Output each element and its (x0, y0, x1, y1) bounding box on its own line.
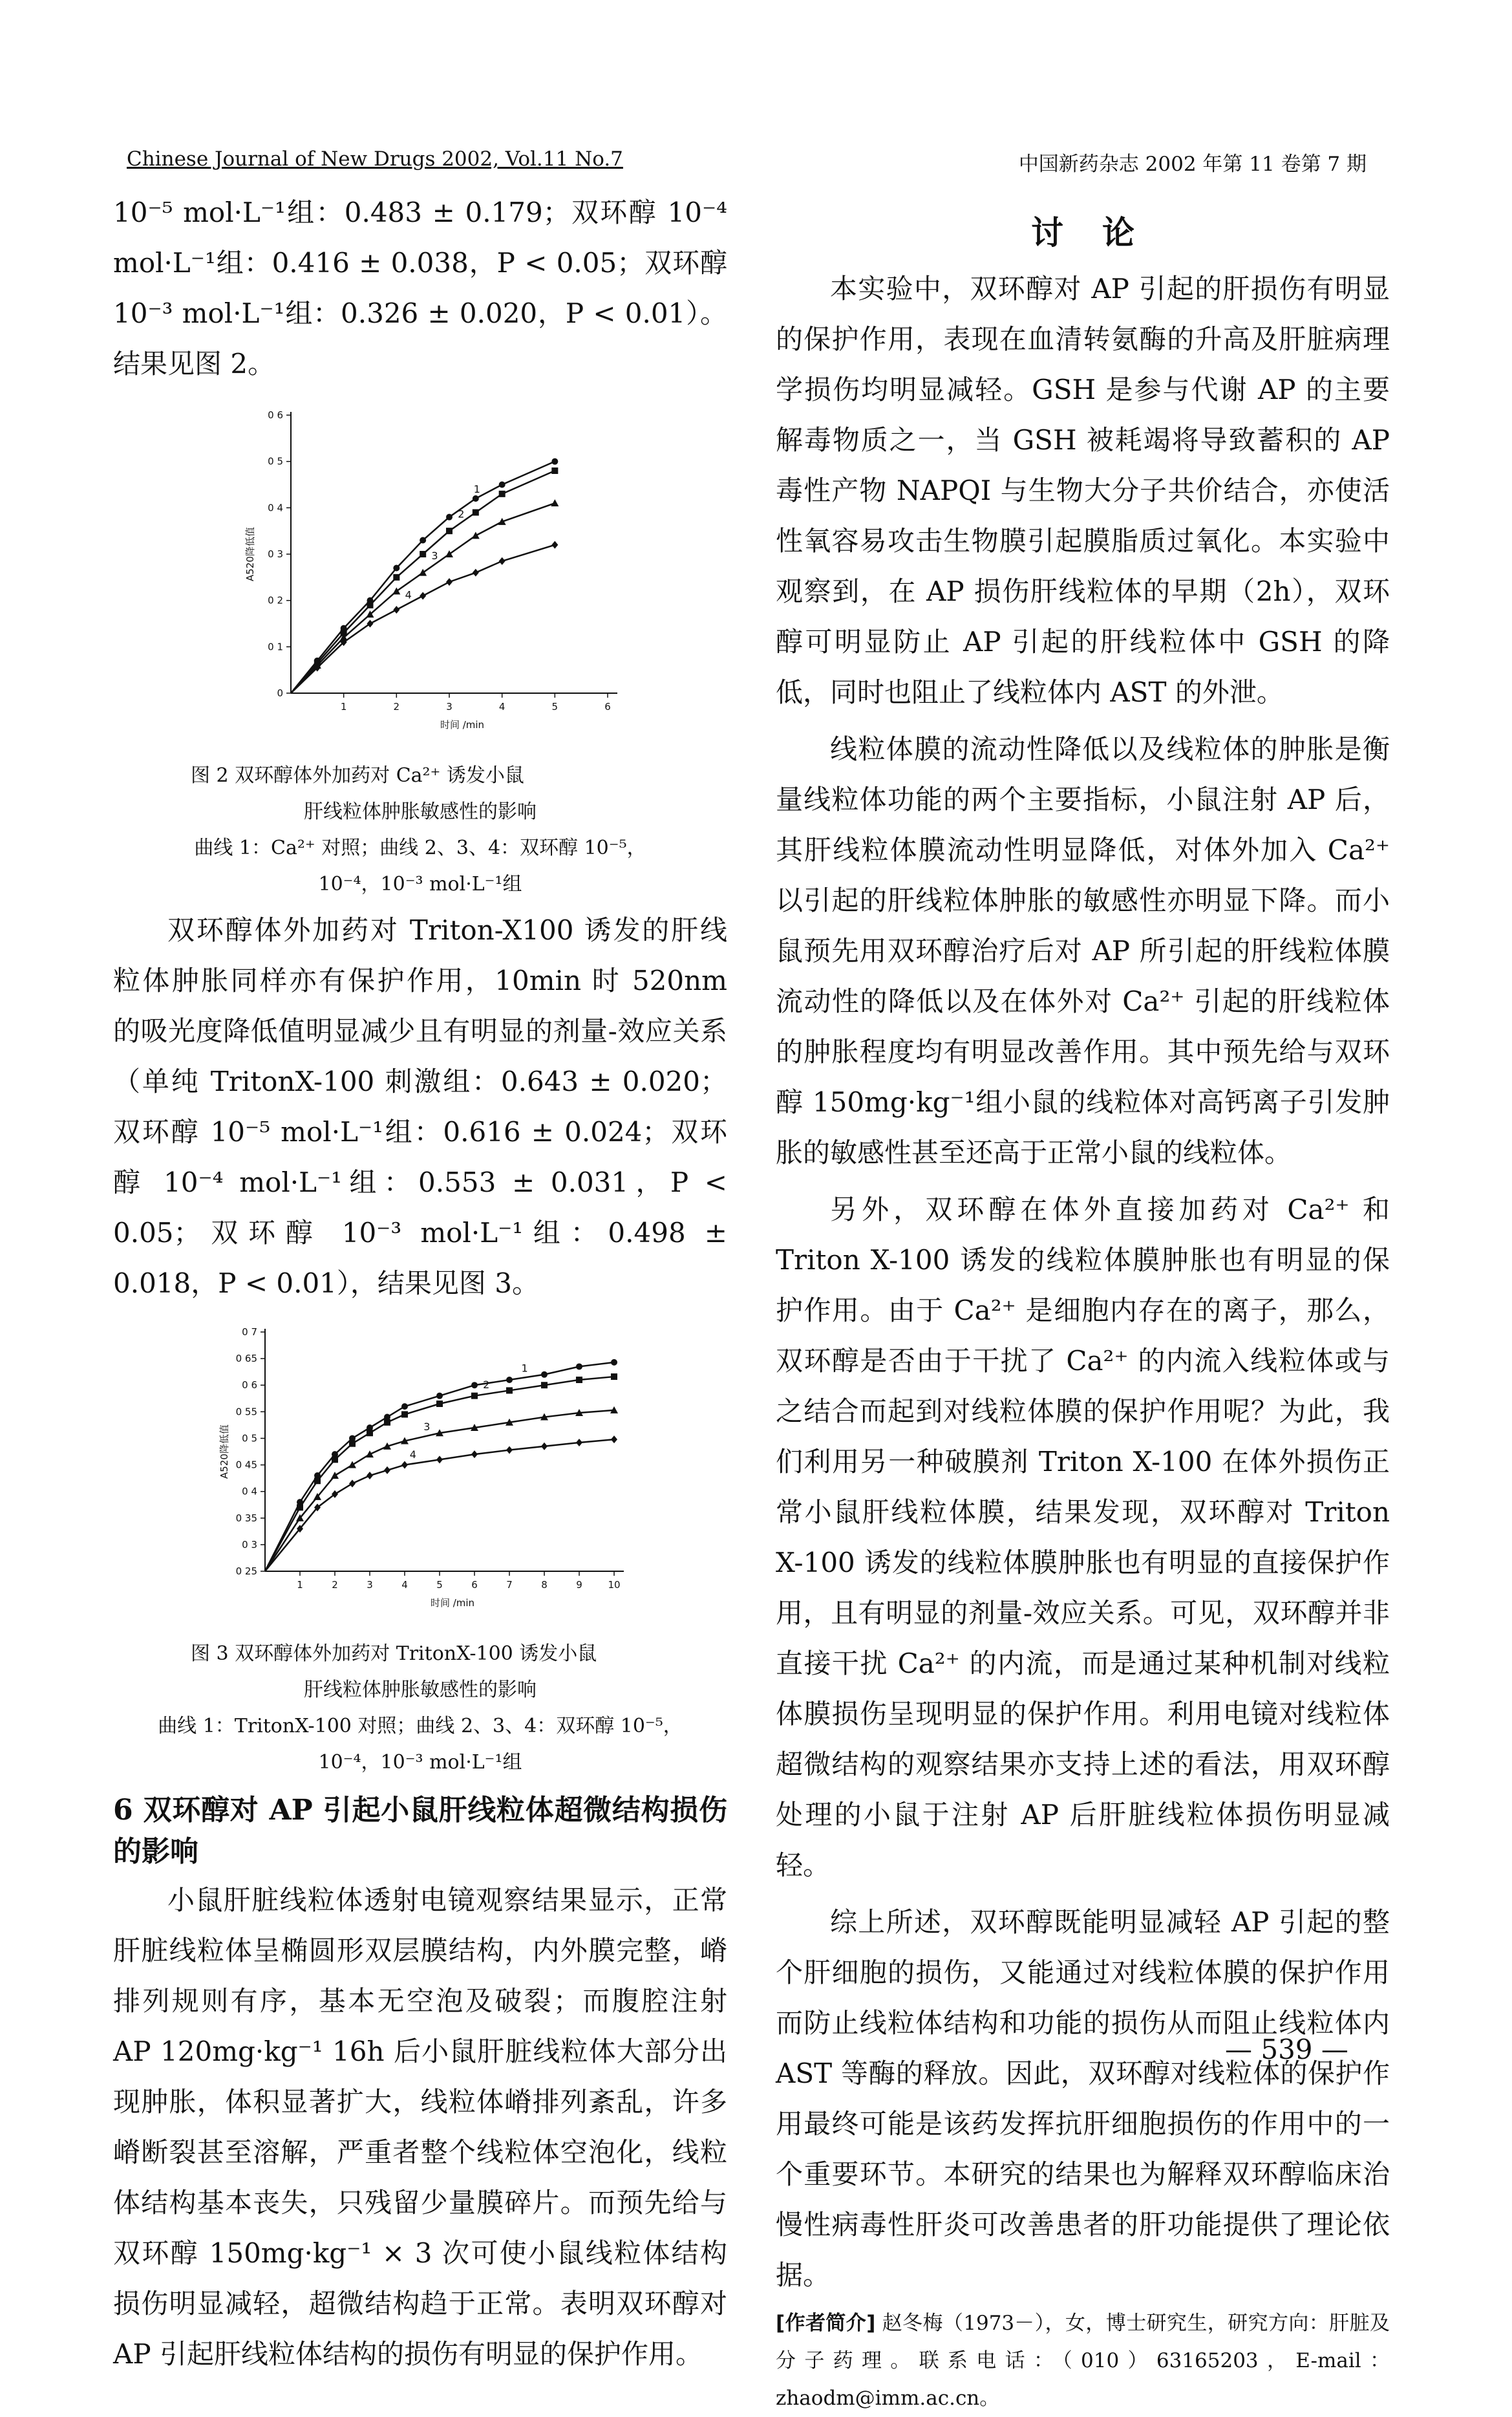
fig2-series-1-point (446, 514, 453, 521)
fig3-series-4-point (576, 1439, 582, 1446)
fig3-series-2-point (367, 1430, 373, 1436)
fig3-series-4-point (611, 1435, 617, 1443)
fig3-x-tick-label: 2 (332, 1579, 338, 1591)
fig2-series-4-point (473, 569, 479, 577)
figure-3 (113, 1313, 727, 1781)
fig2-series-1-point (499, 482, 506, 488)
discussion-paragraph-1: 本实验中，双环醇对 AP 引起的肝损伤有明显的保护作用，表现在血清转氨酶的升高及肝脏病理学损伤均明显减轻。GSH 是参与代谢 AP 的主要解毒物质之一，当 GSH 被耗竭将导致蓄积的 AP 毒性产物 NAPQI 与生物大分子共价结合，亦使活性氧容易攻击生物膜引起膜脂质过氧化。本实验中观察到，在 AP 损伤肝线粒体的早期（2h），双环醇可明显防止 AP 引起的肝线粒体中 GSH 的降低，同时也阻止了线粒体内 AST 的外泄。 (776, 273, 1390, 708)
fig3-series-1-point (401, 1403, 408, 1410)
fig3-series-3-label: 3 (423, 1421, 431, 1434)
figure-2-caption-legend-cont: 10⁻⁴，10⁻³ mol·L⁻¹组 (318, 873, 522, 896)
fig2-series-2-point (420, 551, 426, 557)
fig2-x-tick-label: 5 (551, 701, 559, 713)
fig2-series-3-point (551, 499, 559, 506)
page-number: — 539 — (1225, 2034, 1348, 2065)
fig2-series-4-point (499, 557, 506, 565)
figure-3-caption-title-cont: 肝线粒体肿胀敏感性的影响 (304, 1679, 537, 1701)
fig2-y-tick-label: 0 (277, 687, 283, 699)
fig3-x-tick-label: 5 (436, 1579, 443, 1591)
fig3-series-3-point (366, 1450, 374, 1457)
fig3-series-4-point (541, 1443, 548, 1450)
fig2-x-tick-label: 6 (604, 701, 611, 713)
fig3-series-4-point (506, 1446, 513, 1454)
fig2-series-1-point (551, 458, 558, 465)
fig3-y-tick-label: 0 5 (242, 1432, 257, 1445)
fig2-series-2-point (367, 602, 374, 608)
fig3-series-2-point (541, 1382, 548, 1388)
figure-2-chart (207, 396, 634, 758)
fig3-x-tick-label: 8 (541, 1579, 548, 1591)
fig3-series-4-label: 4 (409, 1448, 416, 1461)
fig3-y-tick-label: 0 4 (242, 1485, 257, 1498)
fig3-y-tick-label: 0 55 (235, 1406, 257, 1418)
fig3-series-4-point (436, 1456, 443, 1463)
fig2-series-2-label: 2 (458, 508, 465, 521)
figure-2-caption-legend: 曲线 1：Ca²⁺ 对照；曲线 2、3、4：双环醇 10⁻⁵， (194, 837, 646, 859)
fig3-series-1-point (436, 1393, 443, 1399)
fig2-series-1-point (473, 495, 479, 502)
fig3-series-1-point (506, 1377, 513, 1383)
fig2-series-2-point (446, 528, 453, 534)
fig2-y-tick-label: 0 1 (268, 641, 283, 653)
fig3-series-1-point (541, 1371, 548, 1378)
fig2-x-tick-label: 4 (498, 701, 506, 713)
fig3-y-tick-label: 0 6 (242, 1379, 257, 1391)
fig2-x-tick-label: 3 (446, 701, 453, 713)
fig3-series-3-point (348, 1461, 356, 1468)
discussion-paragraph-2: 线粒体膜的流动性降低以及线粒体的肿胀是衡量线粒体功能的两个主要指标，小鼠注射 AP 后，其肝线粒体膜流动性明显降低，对体外加入 Ca²⁺ 以引起的肝线粒体肿胀的敏感性亦明显下降。而小鼠预先用双环醇治疗后对 AP 所引起的肝线粒体膜流动性的降低以及在体外对 Ca²⁺ 引起的肝线粒体的肿胀程度均有明显改善作用。其中预先给与双环醇 150mg·kg⁻¹组小鼠的线粒体对高钙离子引发肿胀的敏感性甚至还高于正常小鼠的线粒体。 (776, 733, 1390, 1168)
fig2-series-2-point (551, 467, 558, 474)
author-note-label: [作者简介] (776, 2312, 876, 2335)
fig3-y-tick-label: 0 65 (235, 1353, 257, 1365)
fig3-series-2-point (506, 1387, 513, 1393)
fig3-series-2-point (436, 1401, 443, 1407)
figure-3-caption-legend: 曲线 1：TritonX-100 对照；曲线 2、3、4：双环醇 10⁻⁵， (158, 1715, 683, 1737)
journal-header-english: Chinese Journal of New Drugs 2002, Vol.11 No.7 (127, 147, 623, 171)
fig3-y-axis-label: A520降低值 (218, 1424, 230, 1479)
results-paragraph-continued: 10⁻⁵ mol·L⁻¹组：0.483 ± 0.179；双环醇 10⁻⁴ mol·L⁻¹组：0.416 ± 0.038，P < 0.05；双环醇 10⁻³ mol·L⁻¹组：0.326 ± 0.020，P < 0.01）。结果见图 2。 (113, 197, 727, 380)
fig2-series-1-label: 1 (473, 483, 480, 495)
fig3-series-4-point (471, 1450, 478, 1458)
fig2-series-2-point (499, 491, 506, 497)
fig3-series-2-point (611, 1373, 617, 1380)
fig3-x-tick-label: 9 (576, 1579, 582, 1591)
fig2-y-tick-label: 0 5 (268, 455, 283, 467)
fig2-series-2-line (291, 471, 555, 693)
journal-header-chinese: 中国新药杂志 2002 年第 11 卷第 7 期 (1018, 153, 1367, 176)
fig2-y-tick-label: 0 2 (268, 594, 283, 607)
fig2-series-3-label: 3 (431, 550, 438, 563)
fig3-x-tick-label: 10 (608, 1579, 621, 1591)
fig2-series-2-point (393, 574, 399, 581)
fig3-series-1-point (611, 1359, 617, 1366)
fig3-series-4-point (401, 1461, 408, 1469)
discussion-heading: 讨论 (1031, 213, 1173, 252)
fig3-y-tick-label: 0 35 (235, 1512, 257, 1524)
fig2-series-1-point (420, 537, 426, 544)
fig3-series-2-point (401, 1411, 408, 1417)
fig2-x-tick-label: 1 (340, 701, 347, 713)
triton-results-paragraph: 双环醇体外加药对 Triton-X100 诱发的肝线粒体肿胀同样亦有保护作用，10min 时 520nm 的吸光度降低值明显减少且有明显的剂量-效应关系（单纯 TritonX-100 刺激组：0.643 ± 0.020；双环醇 10⁻⁵ mol·L⁻¹组：0.616 ± 0.024；双环醇 10⁻⁴ mol·L⁻¹组：0.553 ± 0.031，P < 0.05；双环醇 10⁻³ mol·L⁻¹组：0.498 ± 0.018，P < 0.01），结果见图 3。 (113, 914, 727, 1299)
fig3-x-tick-label: 7 (506, 1579, 513, 1591)
fig2-series-4-line (291, 545, 555, 693)
fig3-series-2-label: 2 (483, 1379, 490, 1391)
fig3-series-2-point (576, 1377, 582, 1383)
fig3-x-tick-label: 4 (401, 1579, 408, 1591)
fig3-x-tick-label: 6 (471, 1579, 478, 1591)
fig2-series-4-point (393, 606, 399, 614)
fig3-series-1-point (576, 1363, 582, 1370)
fig2-series-4-label: 4 (405, 588, 412, 601)
fig3-y-tick-label: 0 3 (242, 1538, 257, 1551)
ultrastructure-paragraph: 小鼠肝脏线粒体透射电镜观察结果显示，正常肝脏线粒体呈椭圆形双层膜结构，内外膜完整，嵴排列规则有序，基本无空泡及破裂；而腹腔注射 AP 120mg·kg⁻¹ 16h 后小鼠肝脏线粒体大部分出现肿胀，体积显著扩大，线粒体嵴排列紊乱，许多嵴断裂甚至溶解，严重者整个线粒体空泡化，线粒体结构基本丧失，只残留少量膜碎片。而预先给与双环醇 150mg·kg⁻¹ × 3 次可使小鼠线粒体结构损伤明显减轻，超微结构趋于正常。表明双环醇对 AP 引起肝线粒体结构的损伤有明显的保护作用。 (113, 1884, 727, 2370)
fig3-series-2-point (349, 1441, 356, 1447)
fig3-x-tick-label: 1 (297, 1579, 303, 1591)
fig3-series-2-point (471, 1393, 478, 1399)
fig2-series-4-point (367, 620, 374, 628)
fig3-series-2-point (314, 1477, 321, 1484)
fig3-series-2-point (297, 1504, 303, 1510)
discussion-paragraph-4: 综上所述，双环醇既能明显减轻 AP 引起的整个肝细胞的损伤，又能通过对线粒体膜的保护作用而防止线粒体结构和功能的损伤从而阻止线粒体内 AST 等酶的释放。因此，双环醇对线粒体的保护作用最终可能是该药发挥抗肝细胞损伤的作用中的一个重要环节。本研究的结果也为解释双环醇临床治慢性病毒性肝炎可改善患者的肝功能提供了理论依据。 (776, 1906, 1390, 2291)
fig3-x-axis-label: 时间 /min (430, 1597, 475, 1609)
fig2-series-4-point (446, 578, 453, 586)
fig2-y-axis-label: A520降低值 (244, 527, 256, 581)
fig2-series-2-point (473, 510, 479, 516)
fig2-y-tick-label: 0 3 (268, 548, 283, 560)
fig3-series-2-point (332, 1456, 338, 1463)
section-6-heading: 6 双环醇对 AP 引起小鼠肝线粒体超微结构损伤的影响 (113, 1794, 727, 1868)
fig3-y-tick-label: 0 7 (242, 1326, 257, 1338)
left-column (113, 188, 727, 2379)
figure-3-chart (187, 1313, 653, 1636)
author-note (776, 2304, 1390, 2417)
fig3-y-tick-label: 0 45 (235, 1459, 257, 1471)
fig3-x-tick-label: 3 (367, 1579, 373, 1591)
figure-3-caption-legend-cont: 10⁻⁴，10⁻³ mol·L⁻¹组 (318, 1751, 522, 1774)
fig3-y-tick-label: 0 25 (235, 1565, 257, 1577)
figure-2-caption-title: 图 2 双环醇体外加药对 Ca²⁺ 诱发小鼠 (191, 764, 524, 787)
fig3-series-4-point (384, 1466, 390, 1474)
fig2-series-4-point (551, 541, 558, 549)
fig2-y-tick-label: 0 6 (268, 409, 283, 421)
figure-3-caption-title: 图 3 双环醇体外加药对 TritonX-100 诱发小鼠 (191, 1642, 597, 1665)
fig3-series-2-point (384, 1419, 390, 1426)
fig2-series-3-point (472, 532, 480, 539)
fig3-series-1-label: 1 (521, 1362, 528, 1375)
fig3-series-3-point (331, 1472, 339, 1479)
figure-2-caption-title-cont: 肝线粒体肿胀敏感性的影响 (304, 800, 537, 823)
fig3-series-4-point (349, 1479, 356, 1487)
fig3-series-1-point (471, 1382, 478, 1388)
fig2-series-1-point (393, 565, 399, 572)
figure-2 (113, 396, 727, 903)
fig2-y-tick-label: 0 4 (268, 502, 283, 514)
right-column (776, 188, 1390, 2417)
fig2-x-axis-label: 时间 /min (440, 719, 485, 731)
author-note-text: 赵冬梅（1973－），女，博士研究生，研究方向：肝脏及分子药理。联系电话：（010）63165203，E-mail：zhaodm@imm.ac.cn。 (776, 2312, 1390, 2410)
fig3-series-4-point (367, 1472, 373, 1479)
fig2-x-tick-label: 2 (393, 701, 400, 713)
discussion-paragraph-3: 另外，双环醇在体外直接加药对 Ca²⁺ 和 Triton X-100 诱发的线粒体膜肿胀也有明显的保护作用。由于 Ca²⁺ 是细胞内存在的离子，那么，双环醇是否由于干扰了 Ca²⁺ 的内流入线粒体或与之结合而起到对线粒体膜的保护作用呢？为此，我们利用另一种破膜剂 Triton X-100 在体外损伤正常小鼠肝线粒体膜，结果发现，双环醇对 Triton X-100 诱发的线粒体膜肿胀也有明显的直接保护作用，且有明显的剂量-效应关系。可见，双环醇并非直接干扰 Ca²⁺ 的内流，而是通过某种机制对线粒体膜损伤呈现明显的保护作用。利用电镜对线粒体超微结构的观察结果亦支持上述的看法，用双环醇处理的小鼠于注射 AP 后肝脏线粒体损伤明显减轻。 (776, 1194, 1390, 1881)
fig2-series-4-point (420, 592, 426, 600)
fig2-series-1-line (291, 462, 555, 693)
